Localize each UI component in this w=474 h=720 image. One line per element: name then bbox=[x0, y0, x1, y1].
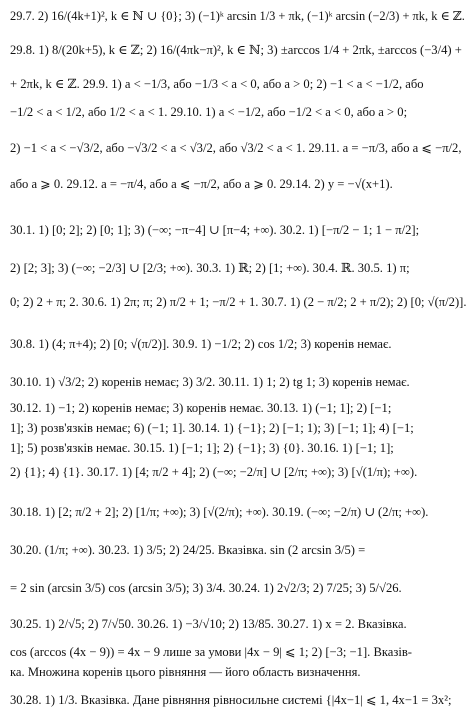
text-line-4: −1/2 < a < 1/2, або 1/2 < a < 1. 29.10. 1) a < −1/2, або −1/2 < a < 0, або a > 0; bbox=[10, 105, 408, 119]
text-line-7: 30.1. 1) [0; 2]; 2) [0; 1]; 3) (−∞; −π−4] ∪ [π−4; +∞). 30.2. 1) [−π/2 − 1; 1 − π/2]; bbox=[10, 223, 420, 237]
text-line-14: 1]; 5) розв'язків немає. 30.15. 1) [−1; 1]; 2) {−1}; 3) {0}. 30.16. 1) [−1; 1]; bbox=[10, 441, 394, 455]
text-line-20: cos (arccos (4x − 9)) = 4x − 9 лише за умови |4x − 9| ⩽ 1; 2) [−3; −1]. Вказів- bbox=[10, 645, 412, 659]
text-line-13: 1]; 3) розв'язків немає; 6) (−1; 1]. 30.14. 1) {−1}; 2) [−1; 1); 3) [−1; 1]; 4) [−1; bbox=[10, 421, 414, 435]
text-line-8: 2) [2; 3]; 3) (−∞; −2/3] ∪ [2/3; +∞). 30.3. 1) ℝ; 2) [1; +∞). 30.4. ℝ. 30.5. 1) π; bbox=[10, 261, 410, 275]
text-line-9: 0; 2) 2 + π; 2. 30.6. 1) 2π; π; 2) π/2 + 1; −π/2 + 1. 30.7. 1) (2 − π/2; 2 + π/2); 2) [0; √(π/2)]. bbox=[10, 295, 467, 309]
text-line-6: або a ⩾ 0. 29.12. a = −π/4, або a ⩽ −π/2, або a ⩾ 0. 29.14. 2) y = −√(x+1). bbox=[10, 177, 393, 191]
text-line-15: 2) {1}; 4) {1}. 30.17. 1) [4; π/2 + 4]; 2) (−∞; −2/π] ∪ [2/π; +∞); 3) [√(1/π); +∞). bbox=[10, 465, 418, 479]
text-line-21: ка. Множина коренів цього рівняння — його область визначення. bbox=[10, 665, 361, 679]
text-line-16: 30.18. 1) [2; π/2 + 2]; 2) [1/π; +∞); 3) [√(2/π); +∞). 30.19. (−∞; −2/π) ∪ (2/π; +∞). bbox=[10, 505, 429, 519]
text-line-1: 29.7. 2) 16/(4k+1)², k ∈ ℕ ∪ {0}; 3) (−1)ᵏ arcsin 1/3 + πk, (−1)ᵏ arcsin (−2/3) + πk, k ∈ ℤ. bbox=[10, 9, 465, 23]
text-line-5: 2) −1 < a < −√3/2, або −√3/2 < a < √3/2, або √3/2 < a < 1. 29.11. a = −π/3, або a ⩽ −π/2, bbox=[10, 141, 462, 155]
text-line-12: 30.12. 1) −1; 2) коренів немає; 3) коренів немає. 30.13. 1) (−1; 1]; 2) [−1; bbox=[10, 401, 392, 415]
text-line-3: + 2πk, k ∈ ℤ. 29.9. 1) a < −1/3, або −1/3 < a < 0, або a > 0; 2) −1 < a < −1/2, або bbox=[10, 77, 424, 91]
text-line-22: 30.28. 1) 1/3. Вказівка. Дане рівняння рівносильне системі {|4x−1| ⩽ 1, 4x−1 = 3x²; bbox=[10, 693, 452, 707]
text-line-11: 30.10. 1) √3/2; 2) коренів немає; 3) 3/2. 30.11. 1) 1; 2) tg 1; 3) коренів немає. bbox=[10, 375, 410, 389]
text-line-10: 30.8. 1) (4; π+4); 2) [0; √(π/2)]. 30.9. 1) −1/2; 2) cos 1/2; 3) коренів немає. bbox=[10, 337, 392, 351]
text-line-17: 30.20. (1/π; +∞). 30.23. 1) 3/5; 2) 24/25. Вказівка. sin (2 arcsin 3/5) = bbox=[10, 543, 366, 557]
text-line-19: 30.25. 1) 2/√5; 2) 7/√50. 30.26. 1) −3/√10; 2) 13/85. 30.27. 1) x = 2. Вказівка. bbox=[10, 617, 407, 631]
text-line-18: = 2 sin (arcsin 3/5) cos (arcsin 3/5); 3) 3/4. 30.24. 1) 2√2/3; 2) 7/25; 3) 5/√26. bbox=[10, 581, 402, 595]
text-line-2: 29.8. 1) 8/(20k+5), k ∈ ℤ; 2) 16/(4πk−π)², k ∈ ℕ; 3) ±arccos 1/4 + 2πk, ±arccos (−3/4) + bbox=[10, 43, 462, 57]
